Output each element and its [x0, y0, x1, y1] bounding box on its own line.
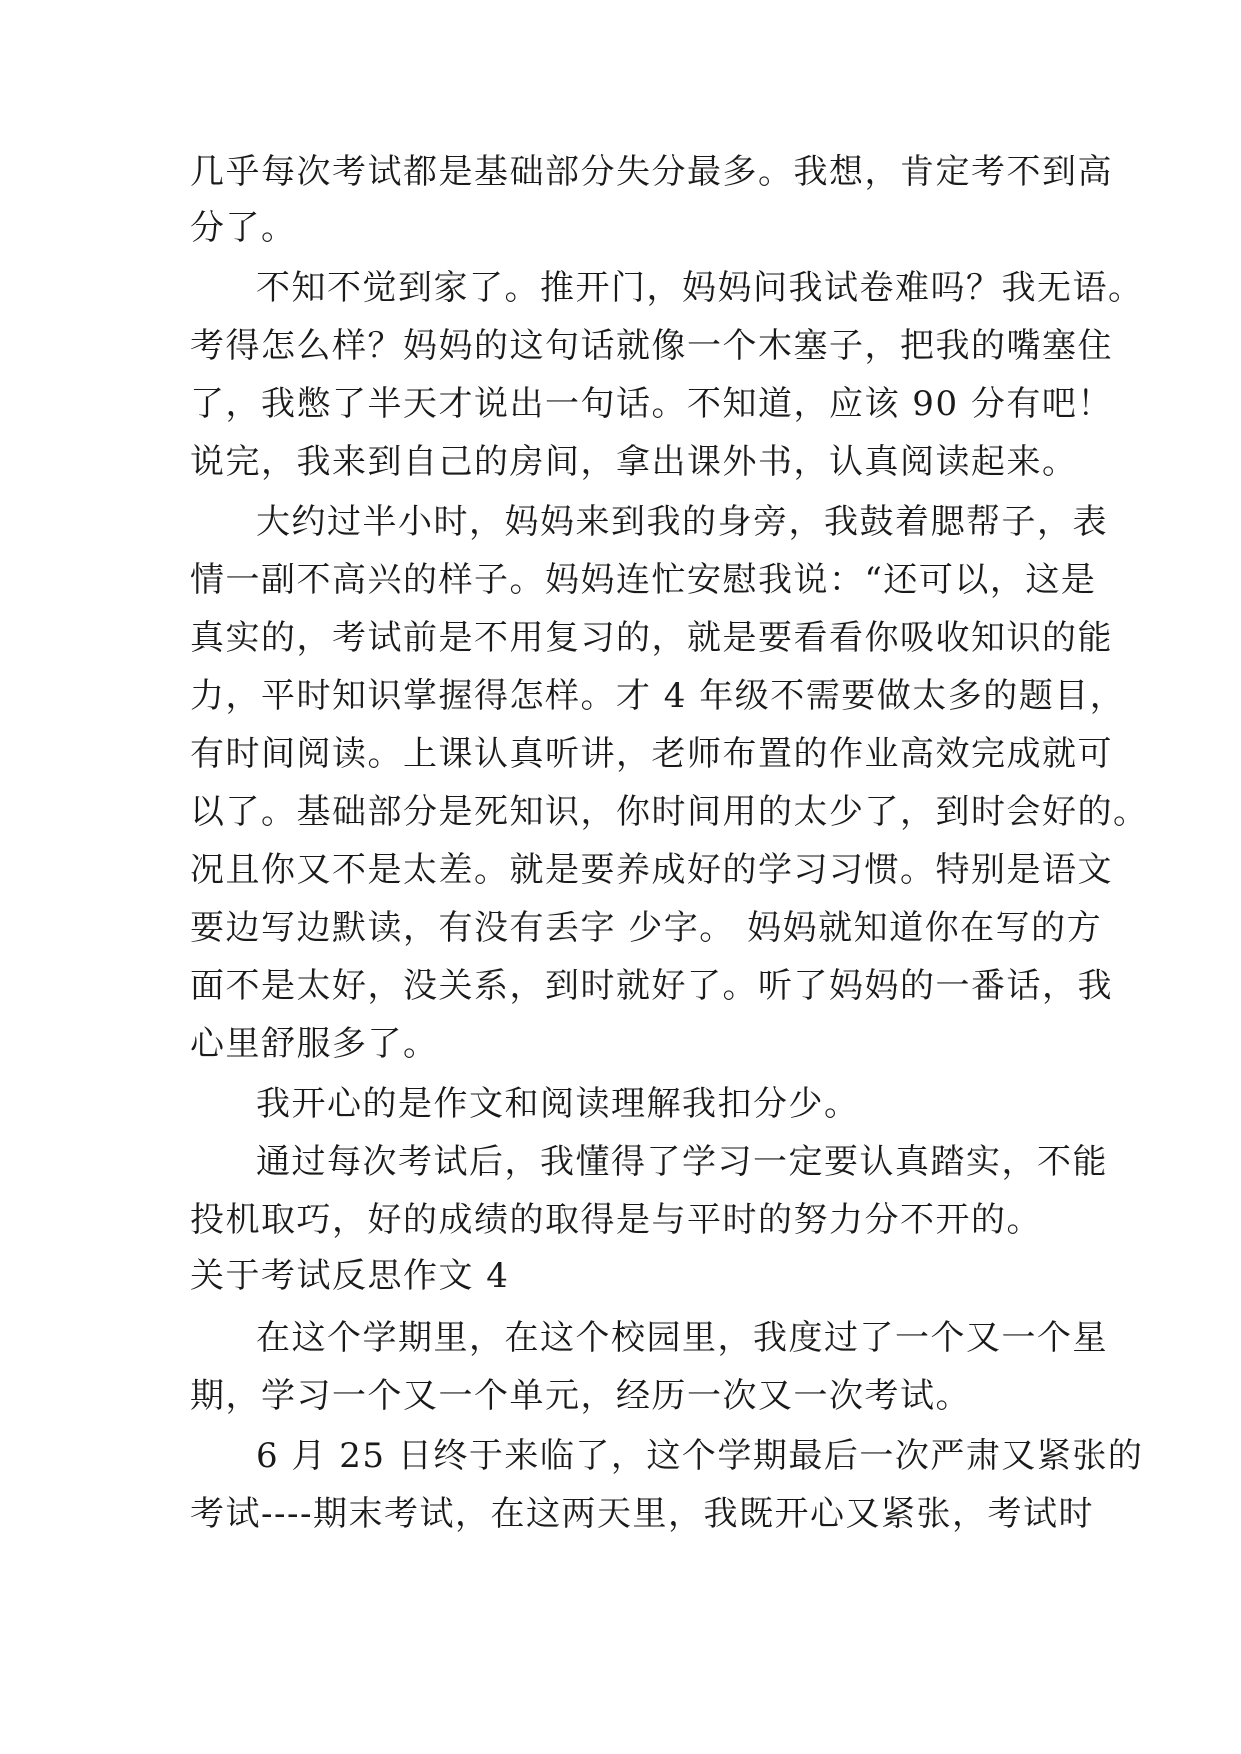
- text-line: 力，平时知识掌握得怎样。才 4 年级不需要做太多的题目，: [190, 676, 1126, 716]
- text-line: 况且你又不是太差。就是要养成好的学习习惯。特别是语文: [190, 850, 1113, 890]
- text-line: 要边写边默读，有没有丢字 少字。 妈妈就知道你在写的方: [190, 908, 1103, 948]
- text-line: 有时间阅读。上课认真听讲，老师布置的作业高效完成就可: [190, 734, 1113, 774]
- text-line: 面不是太好，没关系，到时就好了。听了妈妈的一番话，我: [190, 966, 1113, 1006]
- text-line: 大约过半小时，妈妈来到我的身旁，我鼓着腮帮子，表: [256, 502, 1108, 542]
- text-line: 分了。: [190, 208, 297, 248]
- text-line: 6 月 25 日终于来临了，这个学期最后一次严肃又紧张的: [256, 1436, 1144, 1476]
- text-line: 心里舒服多了。: [190, 1024, 439, 1064]
- text-line: 真实的，考试前是不用复习的，就是要看看你吸收知识的能: [190, 618, 1113, 658]
- text-line: 了，我憋了半天才说出一句话。不知道，应该 90 分有吧！: [190, 384, 1113, 424]
- text-line: 不知不觉到家了。推开门，妈妈问我试卷难吗？我无语。: [256, 268, 1144, 308]
- text-line: 考得怎么样？妈妈的这句话就像一个木塞子，把我的嘴塞住: [190, 326, 1113, 366]
- text-line: 通过每次考试后，我懂得了学习一定要认真踏实，不能: [256, 1142, 1108, 1182]
- text-line: 说完，我来到自己的房间，拿出课外书，认真阅读起来。: [190, 442, 1078, 482]
- text-line: 以了。基础部分是死知识，你时间用的太少了，到时会好的。: [190, 792, 1149, 832]
- text-line: 情一副不高兴的样子。妈妈连忙安慰我说：“还可以，这是: [190, 560, 1097, 600]
- text-line: 在这个学期里，在这个校园里，我度过了一个又一个星: [256, 1318, 1108, 1358]
- text-line: 我开心的是作文和阅读理解我扣分少。: [256, 1084, 860, 1124]
- text-line: 期，学习一个又一个单元，经历一次又一次考试。: [190, 1376, 971, 1416]
- text-line: 考试----期末考试，在这两天里，我既开心又紧张，考试时: [190, 1494, 1094, 1534]
- text-line: 几乎每次考试都是基础部分失分最多。我想，肯定考不到高: [190, 152, 1113, 192]
- text-line: 投机取巧，好的成绩的取得是与平时的努力分不开的。: [190, 1200, 1042, 1240]
- section-heading: 关于考试反思作文 4: [190, 1256, 510, 1296]
